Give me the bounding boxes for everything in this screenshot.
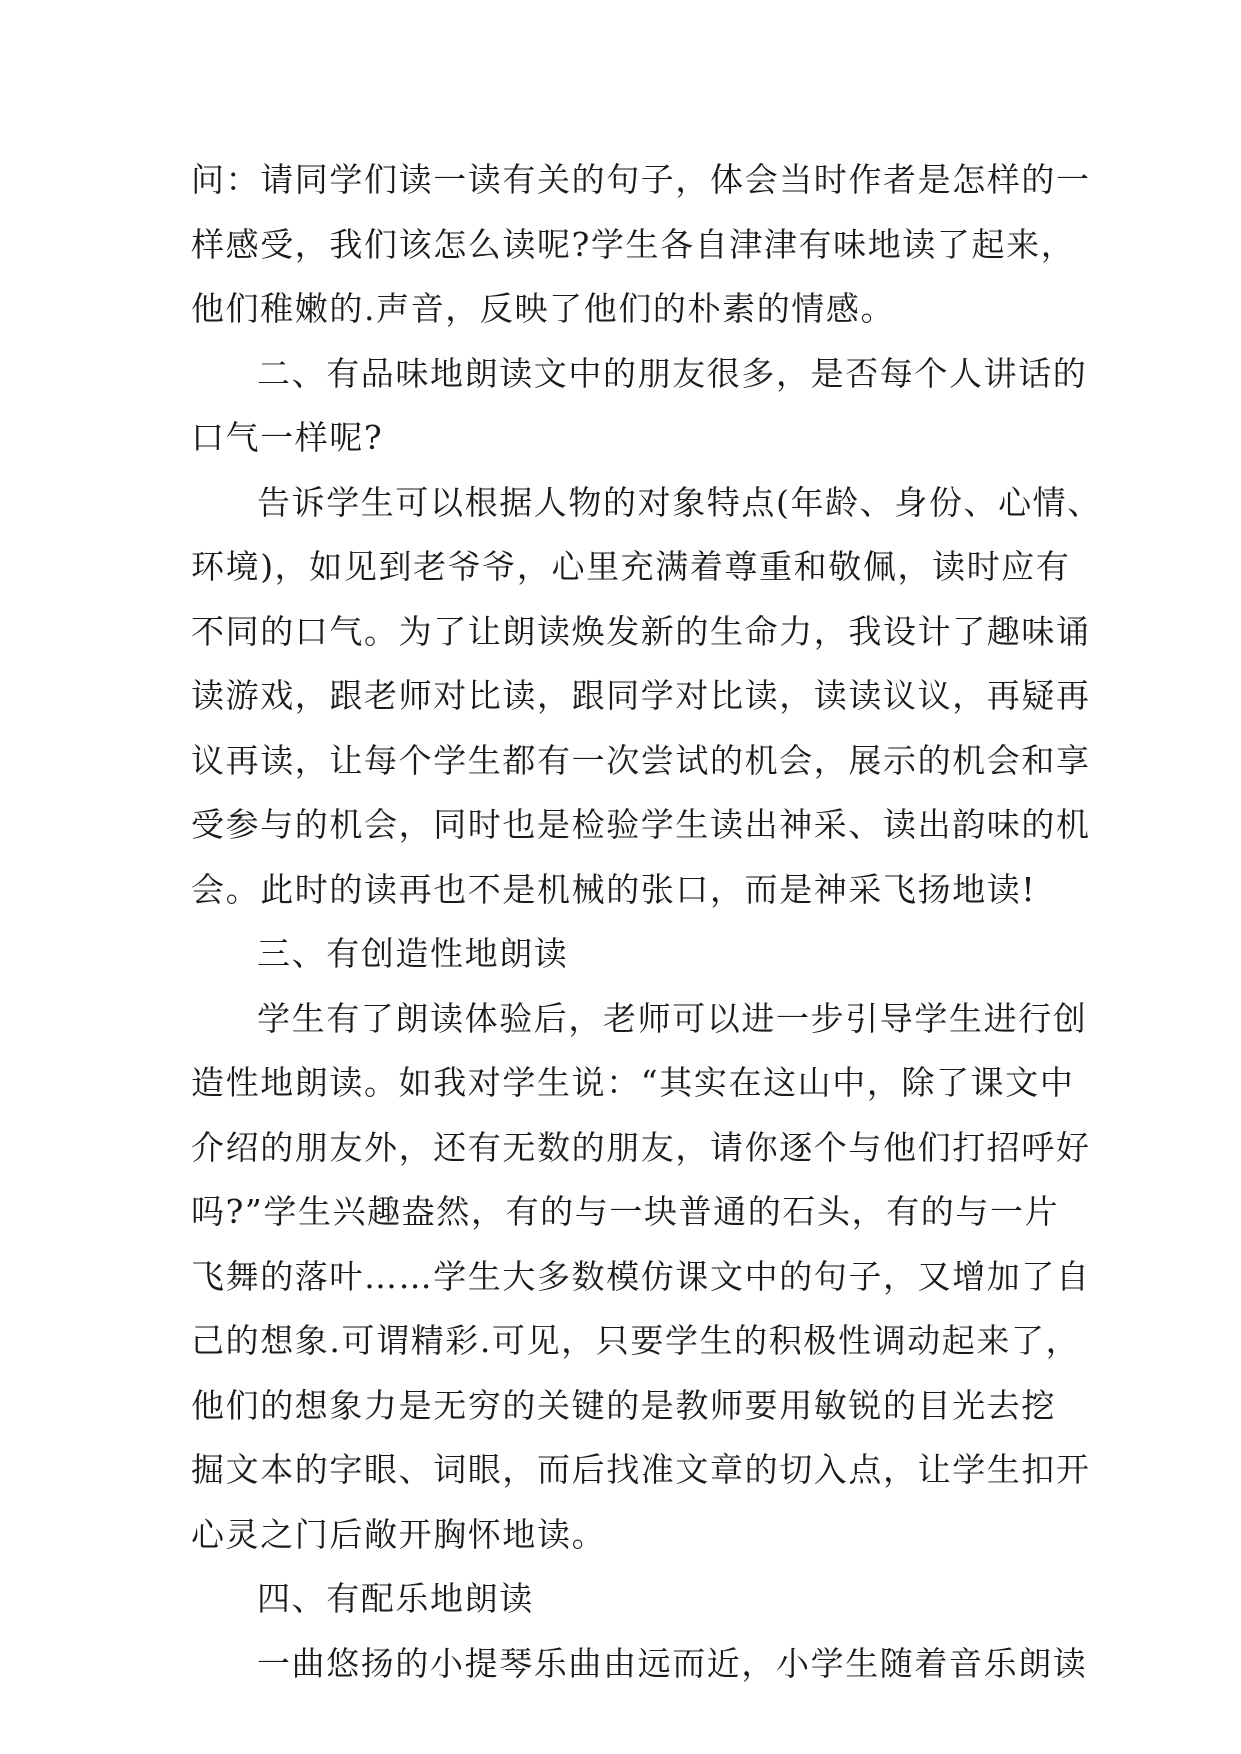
- text-line: 造性地朗读。如我对学生说：“其实在这山中，除了课文中: [191, 1063, 1075, 1102]
- text-line: 告诉学生可以根据人物的对象特点(年龄、身份、心情、: [257, 482, 1102, 522]
- text-line: 会。此时的读再也不是机械的张口，而是神采飞扬地读!: [191, 869, 1037, 909]
- text-line: 三、有创造性地朗读: [257, 934, 569, 973]
- text-line: 问：请同学们读一读有关的句子，体会当时作者是怎样的一: [191, 160, 1091, 199]
- text-line: 二、有品味地朗读文中的朋友很多，是否每个人讲话的: [257, 353, 1088, 393]
- text-line: 学生有了朗读体验后，老师可以进一步引导学生进行创: [257, 998, 1088, 1038]
- text-line: 介绍的朋友外，还有无数的朋友，请你逐个与他们打招呼好: [191, 1127, 1091, 1167]
- text-line: 读游戏，跟老师对比读，跟同学对比读，读读议议，再疑再: [191, 676, 1091, 715]
- text-line: 受参与的机会，同时也是检验学生读出神采、读出韵味的机: [191, 805, 1091, 844]
- text-line: 环境)，如见到老爷爷，心里充满着尊重和敬佩，读时应有: [191, 547, 1071, 586]
- text-line: 一曲悠扬的小提琴乐曲由远而近，小学生随着音乐朗读: [257, 1643, 1088, 1683]
- text-line: 四、有配乐地朗读: [257, 1579, 534, 1618]
- text-line: 飞舞的落叶……学生大多数模仿课文中的句子，又增加了自: [191, 1256, 1091, 1296]
- text-line: 掘文本的字眼、词眼，而后找准文章的切入点，让学生扣开: [191, 1450, 1091, 1489]
- text-line: 不同的口气。为了让朗读焕发新的生命力，我设计了趣味诵: [191, 611, 1091, 651]
- text-line: 吗?”学生兴趣盎然，有的与一块普通的石头，有的与一片: [191, 1192, 1060, 1231]
- text-line: 他们稚嫩的.声音，反映了他们的朴素的情感。: [191, 289, 896, 328]
- text-line: 心灵之门后敞开胸怀地读。: [191, 1514, 607, 1554]
- text-line: 议再读，让每个学生都有一次尝试的机会，展示的机会和享: [191, 740, 1091, 780]
- text-line: 样感受，我们该怎么读呢?学生各自津津有味地读了起来，: [191, 224, 1076, 264]
- text-line: 口气一样呢?: [191, 418, 384, 457]
- document-body: [191, 148, 1102, 1696]
- text-line: 他们的想象力是无穷的关键的是教师要用敏锐的目光去挖: [191, 1385, 1056, 1425]
- text-line: 己的想象.可谓精彩.可见，只要学生的积极性调动起来了，: [191, 1321, 1081, 1360]
